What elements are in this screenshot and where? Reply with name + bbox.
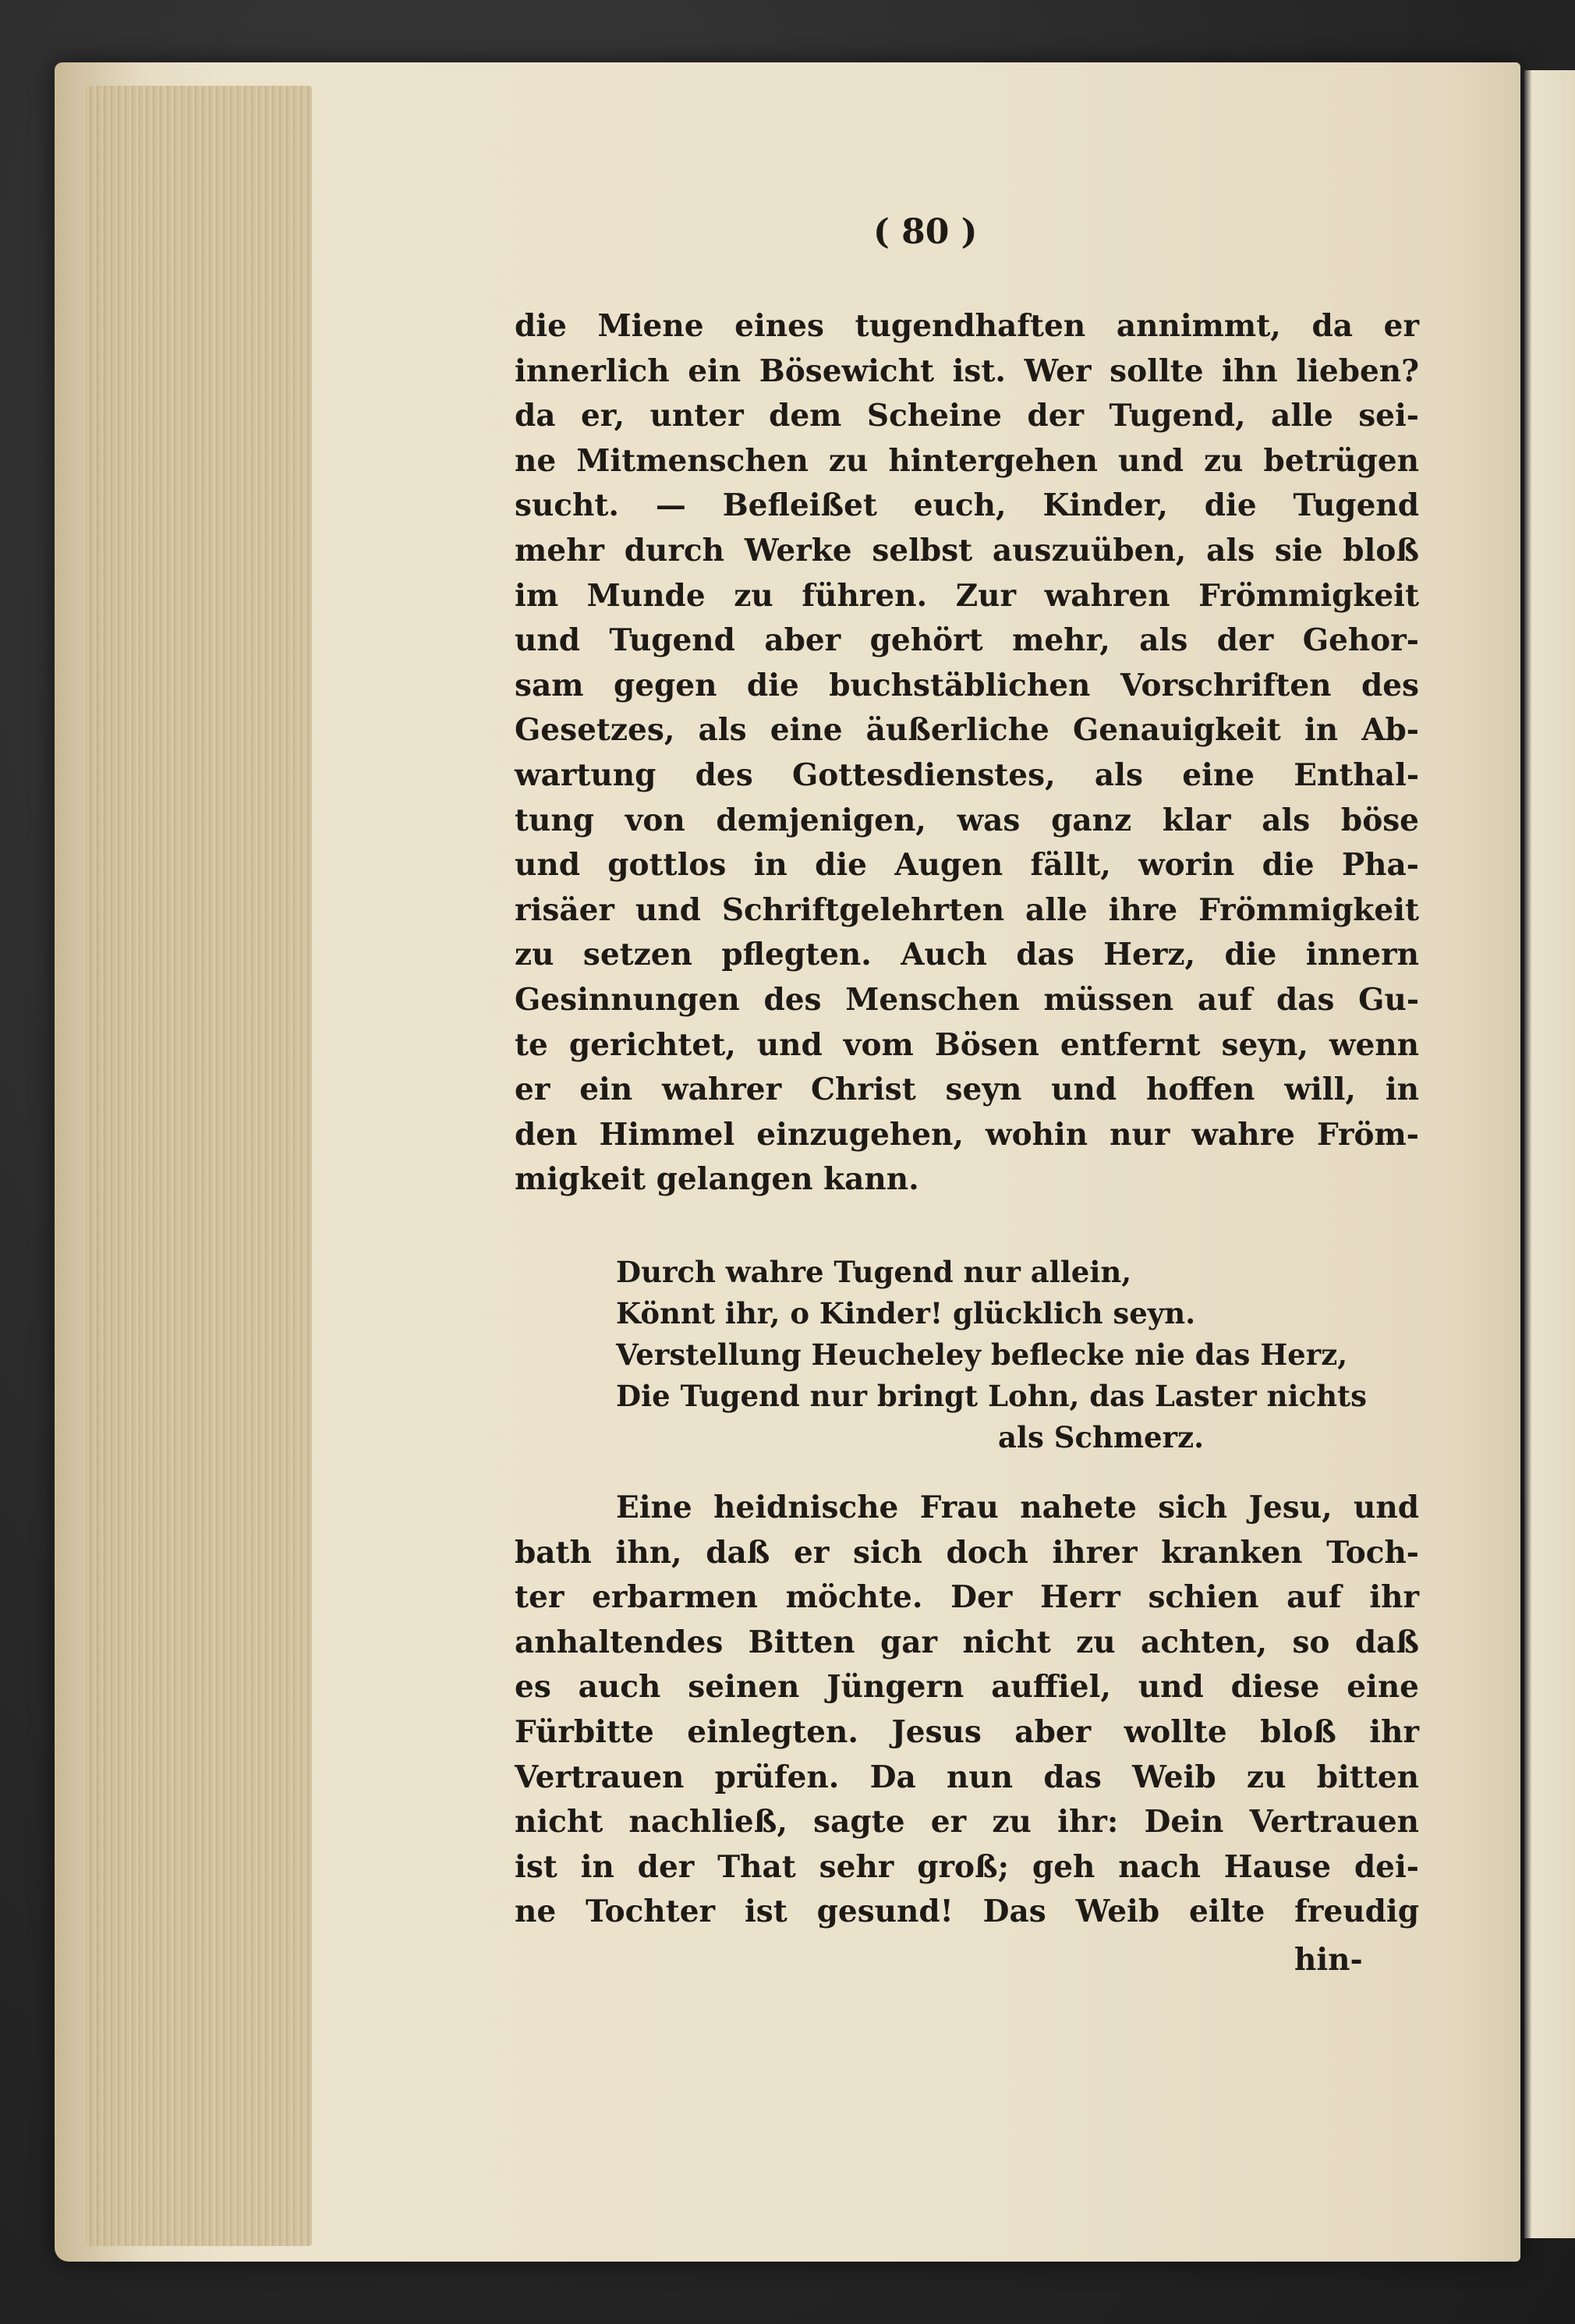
text-line: ne Mitmenschen zu hintergehen und zu betrügen <box>515 442 1419 479</box>
text-line: die Miene eines tugendhaften annimmt, da er <box>515 308 1419 344</box>
text-line: Eine heidnische Frau nahete sich Jesu, und <box>616 1490 1419 1525</box>
paragraph-1 <box>515 304 1419 1203</box>
text-line: sam gegen die buchstäblichen Vorschriften des <box>515 667 1419 703</box>
verse-line: Könnt ihr, o Kinder! glücklich seyn. <box>616 1296 1196 1330</box>
verse-line: Die Tugend nur bringt Lohn, das Laster nichts <box>616 1379 1367 1413</box>
text-line: migkeit gelangen kann. <box>515 1161 919 1198</box>
text-line: und gottlos in die Augen fällt, worin die Pha- <box>515 847 1419 884</box>
text-line: er ein wahrer Christ seyn und hoffen will, in <box>515 1072 1419 1108</box>
paragraph-2 <box>515 1486 1419 1935</box>
text-line: nicht nachließ, sagte er zu ihr: Dein Vertrauen <box>515 1804 1419 1840</box>
text-line: Vertrauen prüfen. Da nun das Weib zu bitten <box>515 1759 1419 1795</box>
text-line: den Himmel einzugehen, wohin nur wahre Fröm- <box>515 1116 1419 1153</box>
text-line: innerlich ein Bösewicht ist. Wer sollte ihn lieben? <box>515 352 1419 389</box>
text-line: es auch seinen Jüngern auffiel, und diese eine <box>515 1669 1419 1706</box>
page-edges <box>86 86 312 2246</box>
text-line: tung von demjenigen, was ganz klar als böse <box>515 802 1419 838</box>
text-line: Gesinnungen des Menschen müssen auf das Gu- <box>515 981 1419 1018</box>
text-line: Gesetzes, als eine äußerliche Genauigkeit in Ab- <box>515 712 1419 749</box>
page-number: ( 80 ) <box>873 212 978 252</box>
verse-line: Durch wahre Tugend nur allein, <box>616 1255 1132 1289</box>
text-line: anhaltendes Bitten gar nicht zu achten, so daß <box>515 1624 1419 1660</box>
text-line: zu setzen pflegten. Auch das Herz, die innern <box>515 937 1419 973</box>
text-line: risäer und Schriftgelehrten alle ihre Frömmigkeit <box>515 891 1419 928</box>
text-line: bath ihn, daß er sich doch ihrer kranken Toch- <box>515 1534 1419 1571</box>
text-line: mehr durch Werke selbst auszuüben, als sie bloß <box>515 532 1419 569</box>
text-line: und Tugend aber gehört mehr, als der Gehor- <box>515 622 1419 659</box>
text-line: wartung des Gottesdienstes, als eine Enthal- <box>515 756 1419 793</box>
facing-page-edge <box>1524 70 1575 2238</box>
catchword: hin- <box>1294 1942 1363 1978</box>
verse-line: als Schmerz. <box>998 1420 1204 1454</box>
text-line: im Munde zu führen. Zur wahren Frömmigkeit <box>515 577 1419 614</box>
verse-line: Verstellung Heucheley beflecke nie das Herz, <box>616 1337 1348 1372</box>
text-line: ne Tochter ist gesund! Das Weib eilte freudig <box>515 1894 1419 1930</box>
verse <box>616 1252 1427 1458</box>
text-line: ist in der That sehr groß; geh nach Hause dei- <box>515 1848 1419 1885</box>
text-line: Fürbitte einlegten. Jesus aber wollte bloß ihr <box>515 1713 1419 1750</box>
text-line: ter erbarmen möchte. Der Herr schien auf ihr <box>515 1579 1419 1616</box>
text-line: sucht. — Befleißet euch, Kinder, die Tugend <box>515 487 1419 524</box>
text-line: da er, unter dem Scheine der Tugend, alle sei- <box>515 398 1419 434</box>
text-line: te gerichtet, und vom Bösen entfernt seyn, wenn <box>515 1026 1419 1063</box>
